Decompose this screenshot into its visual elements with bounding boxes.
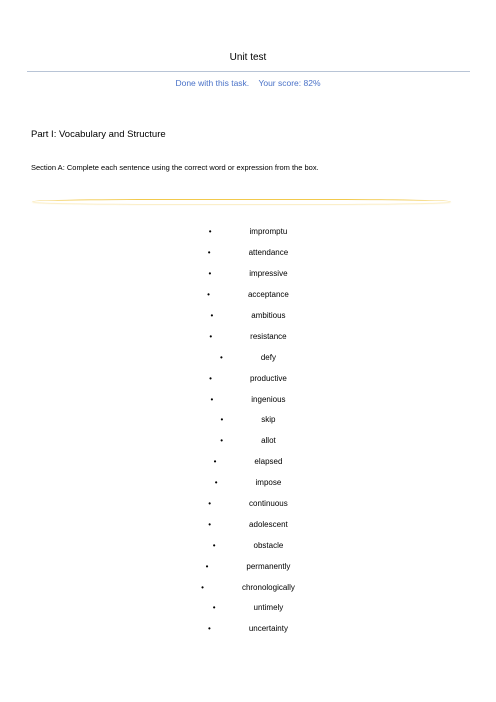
bullet-icon: • <box>209 331 213 341</box>
word-box-item <box>0 452 496 473</box>
word-box-item <box>0 347 496 368</box>
word-box-word: ambitious <box>251 311 286 320</box>
word-box-word: resistance <box>250 331 287 341</box>
part-heading: Part I: Vocabulary and Structure <box>31 129 166 140</box>
word-box-word: allot <box>261 436 276 446</box>
word-box-item <box>0 431 496 452</box>
score-status: Done with this task. Your score: 82% <box>175 78 321 88</box>
word-box-item <box>0 410 496 431</box>
bullet-icon: • <box>208 624 211 634</box>
word-box-word: permanently <box>246 561 291 571</box>
bullet-icon: • <box>207 248 211 258</box>
word-box-word: uncertainty <box>248 624 288 634</box>
word-box-item <box>0 514 496 535</box>
bullet-icon: • <box>209 373 212 383</box>
word-box-item <box>0 619 496 640</box>
word-box-item <box>0 494 496 515</box>
word-box-item <box>0 285 496 306</box>
bullet-icon: • <box>220 415 224 425</box>
bullet-icon: • <box>208 519 212 529</box>
bullet-icon: • <box>212 540 216 550</box>
bullet-icon: • <box>220 352 223 362</box>
word-box-word: acceptance <box>247 290 289 300</box>
word-box-word: chronologically <box>241 582 295 592</box>
word-box-item <box>0 222 496 243</box>
word-box-word: elapsed <box>254 457 283 467</box>
word-box-item <box>0 389 496 410</box>
word-box-word: skip <box>261 415 276 425</box>
word-box-word: impose <box>255 478 282 488</box>
bullet-icon: • <box>201 582 204 592</box>
section-instruction: Section A: Complete each sentence using the correct word or expression from the box. <box>31 163 319 172</box>
word-box-item <box>0 577 496 598</box>
word-box-word: adolescent <box>249 519 288 529</box>
word-box-list <box>0 222 496 640</box>
word-box-word: productive <box>249 373 287 383</box>
bullet-icon: • <box>210 311 214 320</box>
page-title: Unit test <box>229 52 267 63</box>
word-box-word: untimely <box>253 603 284 613</box>
word-box-item <box>0 326 496 347</box>
word-box-item <box>0 243 496 264</box>
bullet-icon: • <box>210 394 214 404</box>
word-box-word: attendance <box>248 248 289 258</box>
bullet-icon: • <box>208 227 212 237</box>
word-box-word: defy <box>260 352 276 362</box>
word-box-item <box>0 473 496 494</box>
word-box-item <box>0 598 496 619</box>
word-box-item <box>0 535 496 556</box>
word-box-word: impromptu <box>249 227 288 237</box>
bullet-icon: • <box>208 269 212 279</box>
word-box-item <box>0 368 496 389</box>
word-box-item <box>0 264 496 285</box>
bullet-icon: • <box>220 436 224 446</box>
bullet-icon: • <box>205 561 209 571</box>
header-divider <box>27 71 470 72</box>
word-box-word: ingenious <box>251 394 286 404</box>
word-box-item <box>0 556 496 577</box>
word-box-word: obstacle <box>253 540 284 550</box>
word-box-item <box>0 306 496 327</box>
word-box-word: impressive <box>249 269 288 279</box>
bullet-icon: • <box>212 603 216 613</box>
bullet-icon: • <box>207 290 210 300</box>
bullet-icon: • <box>214 478 218 488</box>
bullet-icon: • <box>208 499 212 509</box>
word-box-border <box>32 199 451 204</box>
bullet-icon: • <box>213 457 217 467</box>
word-box-word: continuous <box>249 499 288 509</box>
